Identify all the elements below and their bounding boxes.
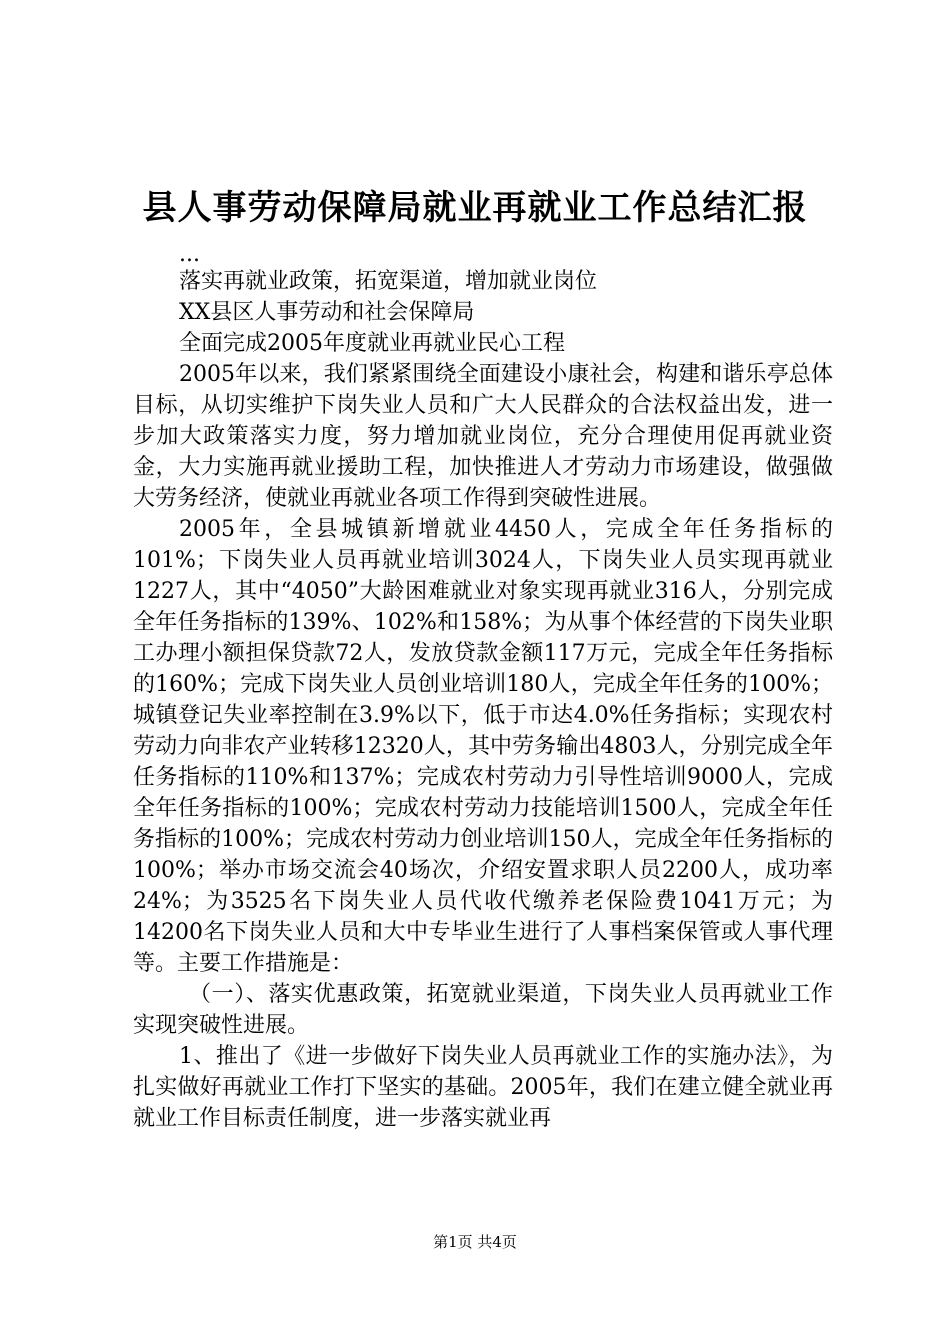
page-number: 第1页 共4页 bbox=[433, 1233, 517, 1251]
subtitle-line: 全面完成2005年度就业再就业民心工程 bbox=[179, 331, 565, 356]
section-heading: （一）、落实优惠政策，拓宽就业渠道，下岗失业人员再就业工作实现突破性进展。 bbox=[133, 982, 833, 1038]
body-paragraph: 1、推出了《进一步做好下岗失业人员再就业工作的实施办法》，为扎实做好再就业工作打下坚实的基础。2005年，我们在建立健全就业再就业工作目标责任制度，进一步落实就业再 bbox=[133, 1044, 833, 1131]
subtitle-line: 落实再就业政策，拓宽渠道，增加就业岗位 bbox=[179, 269, 598, 294]
body-paragraph: 2005年，全县城镇新增就业4450人，完成全年任务指标的101%；下岗失业人员再就业培训3024人，下岗失业人员实现再就业1227人，其中“4050”大龄困难就业对象实现再就业316人，分别完成全年任务指标的139%、102%和158%；为从事个体经营的下岗失业职工办理小额担保贷款72人，发放贷款金额117万元，完成全年任务指标的160%；完成下岗失业人员创业培训180人，完成全年任务的100%；城镇登记失业率控制在3.9%以下，低于市达4.0%任务指标；实现农村劳动力向非农产业转移12320人，其中劳务输出4803人，分别完成全年任务指标的110%和137%；完成农村劳动力引导性培训9000人，完成全年任务指标的100%；完成农村劳动力技能培训1500人，完成全年任务指标的100%；完成农村劳动力创业培训150人，完成全年任务指标的100%；举办市场交流会40场次，介绍安置求职人员2200人，成功率24%；为3525名下岗失业人员代收代缴养老保险费1041万元；为14200名下岗失业人员和大中专毕业生进行了人事档案保管或人事代理等。主要工作措施是： bbox=[133, 517, 833, 976]
document-title: 县人事劳动保障局就业再就业工作总结汇报 bbox=[142, 188, 808, 228]
ellipsis-line: ... bbox=[179, 242, 200, 267]
body-paragraph: 2005年以来，我们紧紧围绕全面建设小康社会，构建和谐乐亭总体目标，从切实维护下岗失业人员和广大人民群众的合法权益出发，进一步加大政策落实力度，努力增加就业岗位，充分合理使用促再就业资金，大力实施再就业援助工程，加快推进人才劳动力市场建设，做强做大劳务经济，使就业再就业各项工作得到突破性进展。 bbox=[133, 362, 833, 511]
department-line: XX县区人事劳动和社会保障局 bbox=[179, 300, 475, 325]
document-body bbox=[133, 244, 833, 1134]
